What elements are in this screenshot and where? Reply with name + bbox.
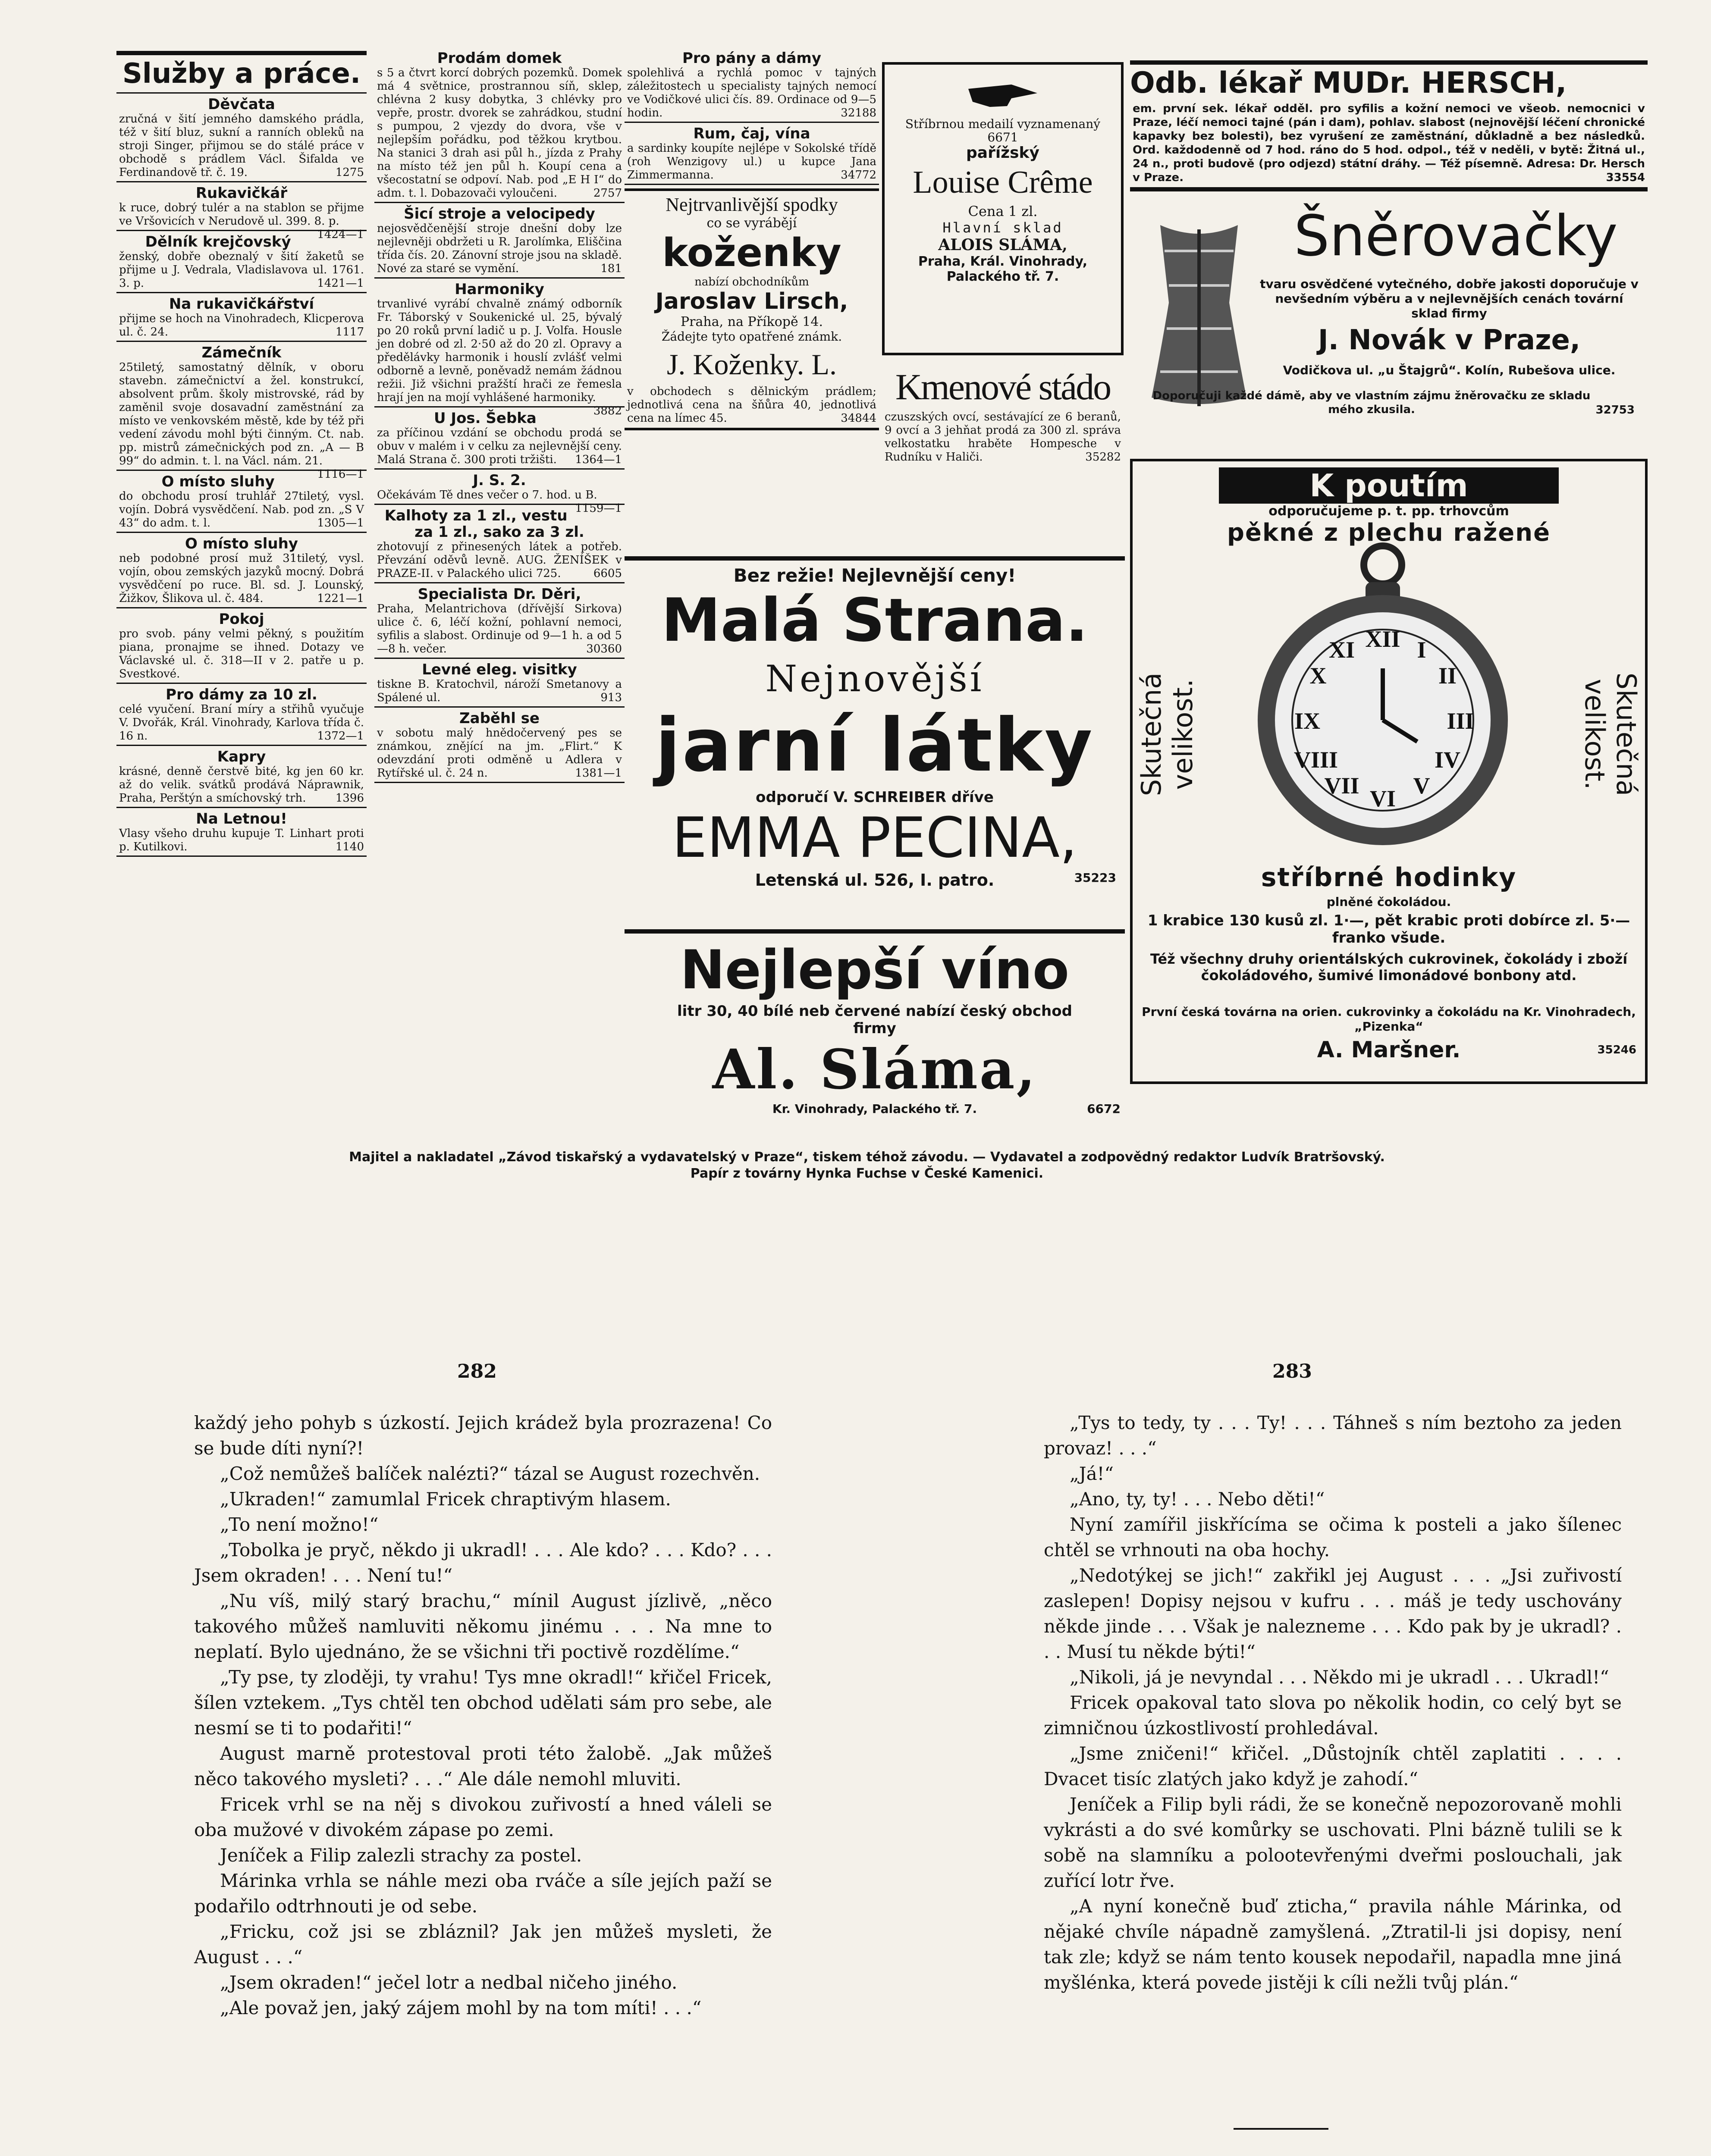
ad-divider xyxy=(116,807,367,808)
lirsch-addr: Praha, na Příkopě 14. xyxy=(681,314,823,329)
ad-text: do obchodu prosí truhlář 27tiletý, vysl. vojín. Dobrá vysvědčení. Nab. pod zn. „S V 43“ do adm. t. l. xyxy=(119,490,364,530)
marsner-hodinky: stříbrné hodinky xyxy=(1261,862,1517,893)
svg-text:XI: XI xyxy=(1328,637,1355,663)
classified-ad xyxy=(625,50,879,120)
lirsch-top: Nejtrvanlivější spodky xyxy=(666,194,838,215)
ad-heading: O místo sluhy xyxy=(185,535,298,552)
ad-text: zručná v šití jemného damského prádla, též v šití bluz, sukní a ranních obleků na stroji Singer, přijmou se do stálé práce v obchodě s prádlem Václ. Šifalda ve Ferdinandově tř. č. 19. xyxy=(119,113,364,179)
svg-text:X: X xyxy=(1309,663,1327,689)
paragraph: Jeníček a Filip byli rádi, že se konečně nepozorovaně mohli vykrásti a do své komůrky se uschovati. Plni bázně tulili se k sobě na slamníku a polootevřenými dveřmi poslouchali, jak zuřící lotr řve. xyxy=(1044,1794,1622,1891)
pecina-code: 35223 xyxy=(1074,871,1116,885)
ad-code: 34772 xyxy=(841,169,876,182)
pocket-watch-icon xyxy=(1249,539,1516,849)
ad-text: krásné, denně čerstvě bité, kg jen 60 kr. až do velik. svátků prodává Náprawnik, Praha, Perštýn a smíchovský trh. xyxy=(119,765,364,805)
newspaper-ad-page xyxy=(116,47,1648,1151)
marsner-line3: První česká továrna na orien. cukrovinky a čokoládu na Kr. Vinohradech, „Pizenka“ xyxy=(1142,1005,1636,1034)
stado-ad xyxy=(882,363,1124,464)
svg-text:VII: VII xyxy=(1324,773,1359,799)
ad-heading: Pro dámy za 10 zl. xyxy=(166,686,317,703)
ad-text: k ruce, dobrý tulér a na stablon se přijme ve Vršovicích v Nerudově ul. 399. 8. p. xyxy=(119,201,364,228)
pecina-main: jarní látky xyxy=(655,703,1094,788)
ad-code: 3882 xyxy=(593,404,622,417)
slama-title: Nejlepší víno xyxy=(680,939,1070,1001)
ad-heading: Pokoj xyxy=(219,611,264,628)
svg-text:III: III xyxy=(1447,708,1474,734)
pecina-banner: Bez režie! Nejlevnější ceny! xyxy=(733,565,1016,586)
ad-heading: Na Letnou! xyxy=(196,810,287,827)
novak-ad xyxy=(1130,199,1648,454)
ad-code: 1159—1 xyxy=(575,502,622,515)
marsner-plnene: plněné čokoládou. xyxy=(1326,895,1451,909)
lirsch-offer: nabízí obchodníkům xyxy=(694,276,809,288)
pecina-newest: Nejnovější xyxy=(765,658,984,700)
marsner-code: 35246 xyxy=(1597,1044,1636,1056)
ad-divider xyxy=(116,856,367,857)
creme-brand: Louise Crême xyxy=(913,165,1093,200)
marsner-sub2: pěkné z plechu ražené xyxy=(1227,519,1551,547)
creme-brand-pre: pařížský xyxy=(966,144,1039,162)
slama-addr: Kr. Vinohrady, Palackého tř. 7. xyxy=(772,1102,977,1116)
ad-heading: Šicí stroje a velocipedy xyxy=(404,205,595,222)
stado-text: czuszských ovcí, sestávající ze 6 beranů, 9 ovcí a 3 jehňat prodá za 300 zl. správa velkostatku hraběte Hompesche v Rudníku v Haliči. xyxy=(885,411,1121,464)
novak-code: 32753 xyxy=(1595,404,1635,417)
ad-divider xyxy=(116,745,367,746)
ad-text: nejosvědčenější stroje dnešní doby lze nejlevněji obdržeti u R. Jarolímka, Eliščina třída čís. 20. Zánovní stroje jsou na skladě. Nové za staré se vymění. xyxy=(377,222,622,275)
ad-divider xyxy=(625,122,879,123)
ad-code: 181 xyxy=(600,262,622,275)
ad-heading: Pro pány a dámy xyxy=(682,50,822,67)
classified-ad xyxy=(116,686,367,743)
paragraph: „Nedotýkej se jich!“ zakřikl jej August . . . „Jsi zuřivostí zaslepen! Dopisy nejsou v kufru . . . máš je tedy uschovány někde jinde . . . Však je nalezneme . . . Kdo pak by je ukradl? . . . Musí tu někde býti!“ xyxy=(1044,1565,1622,1662)
ad-divider xyxy=(374,277,625,279)
marsner-line1: 1 krabice 130 kusů zl. 1·—, pět krabic proti dobírce zl. 5·— franko všude. xyxy=(1147,912,1630,946)
marsner-sub: odporučujeme p. t. pp. trhovcům xyxy=(1268,504,1509,519)
paragraph: Fricek opakoval tato slova po několik hodin, co celý byt se zimničnou úzkostlivostí prohledával. xyxy=(1044,1692,1622,1739)
ad-divider xyxy=(374,202,625,203)
classified-ad xyxy=(374,281,625,417)
svg-text:II: II xyxy=(1438,663,1457,689)
ad-text: přijme se hoch na Vinohradech, Klicperova ul. č. 24. xyxy=(119,312,364,338)
creme-column xyxy=(882,47,1124,464)
slama-ad xyxy=(625,938,1125,1145)
slama-code: 6672 xyxy=(1087,1102,1121,1116)
paragraph: „Ale považ jen, jaký zájem mohl by na tom míti! . . .“ xyxy=(220,1997,702,2018)
ad-code: 2757 xyxy=(593,187,622,200)
slama-text: litr 30, 40 bílé neb červené nabízí český obchod firmy xyxy=(677,1003,1072,1037)
page-number-left: 282 xyxy=(457,1360,497,1382)
ad-divider xyxy=(374,406,625,407)
ad-heading: Děvčata xyxy=(208,96,275,113)
ad-heading: Rum, čaj, vína xyxy=(693,125,810,142)
ad-heading: Levné eleg. visitky xyxy=(422,661,577,678)
ad-divider xyxy=(116,532,367,533)
classified-ad xyxy=(116,344,367,481)
ad-divider xyxy=(116,341,367,342)
paragraph: „Nikoli, já je nevyndal . . . Někdo mi je ukradl . . . Ukradl!“ xyxy=(1070,1667,1609,1688)
ad-divider xyxy=(374,468,625,470)
lirsch-sub: co se vyrábějí xyxy=(706,216,797,231)
ad-text: zhotovují z přinesených látek a potřeb. Převzání oděvů levně. AUG. ŽENÍŠEK v PRAZE-II. v Palackého ulici 725. xyxy=(377,540,622,580)
ad-divider xyxy=(116,683,367,684)
classified-ad xyxy=(374,472,625,515)
paragraph: Fricek vrhl se na něj s divokou zuřivostí a hned váleli se oba mužové v divokém zápase po zemi. xyxy=(194,1794,772,1840)
ad-code: 32188 xyxy=(841,107,876,119)
ad-code: 1275 xyxy=(335,166,364,179)
ad-text: s 5 a čtvrt korcí dobrých pozemků. Domek má 4 světnice, prostrannou síň, sklep, chlévna 2 kusy dobytka, 3 chlévky pro vepře, prostr. dvorek se zahrádkou, studní s pumpou, 2 vjezdy do dvora, vše v nejlepším pořádku, pod těžkou krytbou. Na stanici 3 drah asi půl h., jízda z Prahy na místo též jen půl h. Koupí cena a všecostatní se odpoví. Nab. pod „E H I“ do adm. t. l. Dobazovači vyloučeni. xyxy=(377,66,622,200)
lirsch-ad xyxy=(625,188,879,430)
ad-heading: Na rukavičkářství xyxy=(169,295,314,313)
creme-store: Hlavní sklad xyxy=(942,219,1063,236)
paragraph: „Nu víš, milý starý brachu,“ mínil August jízlivě, „něco takového můžeš namluviti někomu jinému . . . Na mne to neplatí. Bylo ujednáno, že se všichni tři poctivě rozdělíme.“ xyxy=(194,1590,772,1662)
paragraph: „Ty pse, ty zloději, ty vrahu! Tys mne okradl!“ křičel Fricek, šílen vztekem. „Tys chtěl ten obchod udělati sám pro sebe, ale nesmí se ti to podařiti!“ xyxy=(194,1667,772,1739)
ad-code: 1305—1 xyxy=(317,517,364,530)
svg-text:I: I xyxy=(1417,637,1426,663)
ad-text: v sobotu malý hnědočervený pes se známkou, znějící na jm. „Flirt.“ K odevzdání proti odměně u Adlera v Rytířské ul. č. 24 n. xyxy=(377,727,622,780)
classified-ad xyxy=(625,125,879,182)
end-rule xyxy=(1234,2128,1328,2130)
stado-code: 35282 xyxy=(1085,451,1121,464)
novak-addr: Vodičkova ul. „u Štajgrů“. Kolín, Rubešova ulice. xyxy=(1283,363,1616,377)
classified-ad xyxy=(116,749,367,805)
classified-ad xyxy=(116,536,367,605)
book-page-left xyxy=(194,1410,772,2021)
ad-heading: O místo sluhy xyxy=(161,473,275,490)
svg-text:V: V xyxy=(1413,773,1430,799)
lirsch-note: Žádejte tyto opatřené známk. xyxy=(661,329,842,344)
creme-addr: Praha, Král. Vinohrady, Palackého tř. 7. xyxy=(918,254,1088,284)
paragraph: Nyní zamířil jiskřícíma se očima k posteli a jako šílenec chtěl se vrhnouti na oba hochy. xyxy=(1044,1514,1622,1561)
ad-divider xyxy=(116,292,367,293)
classifieds-column-1 xyxy=(116,47,367,857)
ad-code: 1140 xyxy=(335,840,364,853)
classified-ad xyxy=(116,96,367,179)
paragraph: Márinka vrhla se náhle mezi oba rváče a síle jejích paží se podařilo odtrhnouti je od sebe. xyxy=(194,1870,772,1917)
imprint xyxy=(155,1149,1579,1182)
marsner-side-left: Skutečná velikost. xyxy=(1136,672,1199,796)
ad-divider xyxy=(116,181,367,182)
lirsch-mark: J. Koženky. L. xyxy=(666,348,837,381)
ad-code: 1364—1 xyxy=(575,453,622,466)
paragraph: „Tys to tedy, ty . . . Ty! . . . Táhneš s ním beztoho za jeden provaz! . . .“ xyxy=(1044,1412,1622,1459)
marsner-title: K poutím xyxy=(1219,467,1559,504)
hersch-title: Odb. lékař MUDr. HERSCH, xyxy=(1130,66,1567,100)
ad-heading: Zaběhl se xyxy=(459,710,540,727)
ad-code: 1116—1 xyxy=(317,468,364,481)
ad-text: za příčinou vzdání se obchodu prodá se obuv v malém i v celku za nejlevnější ceny. Malá Strana č. 300 proti tržišti. xyxy=(377,426,622,466)
ad-heading: Specialista Dr. Děri, xyxy=(418,586,581,603)
classified-ad xyxy=(116,185,367,241)
hersch-text: em. první sek. lékař odděl. pro syfilis a kožní nemoci ve všeob. nemocnici v Praze, léčí nemoci tajné (pán i dam), pohlav. slabost (nejnovější léčení chronické kapavky bez bolesti), bez vyrušení ze zaměstnání, důkladně a bez následků. Ord. každodenně od 7 hod. ráno do 5 hod. odpol., též v neděli, v bytě: Žitná ul., 24 n., proti budově (pro odjezd) státní dráhy. — Též písemně. Adresa: Dr. Hersch v Praze. xyxy=(1133,102,1645,184)
ad-code: 6605 xyxy=(593,567,622,580)
ad-code: 1424—1 xyxy=(317,228,364,241)
creme-medal-code: 6671 xyxy=(987,130,1018,144)
imprint-line-2: Papír z továrny Hynka Fuchse v České Kamenici. xyxy=(690,1166,1044,1181)
novak-foot: Doporučuji každé dámě, aby ve vlastním zájmu žněrovačku ze skladu mého zkusila. xyxy=(1152,389,1591,416)
ad-text: Praha, Melantrichova (dřívější Sirkova) ulice č. 6, léčí kožní, pohlavní nemoci, syfilis a slabost. Ordinuje od 9—1 h. a od 5—8 h. večer. xyxy=(377,602,622,655)
ad-code: 1221—1 xyxy=(317,592,364,605)
hersch-ad xyxy=(1130,47,1648,1084)
svg-text:VI: VI xyxy=(1369,786,1396,812)
lirsch-main: koženky xyxy=(662,230,841,276)
classified-ad xyxy=(374,206,625,276)
imprint-line-1: Majitel a nakladatel „Závod tiskařský a vydavatelský v Praze“, tiskem téhož závodu. — Vydavatel a zodpovědný redaktor Ludvík Bratršovský. xyxy=(349,1150,1385,1165)
ad-heading: U Jos. Šebka xyxy=(433,410,537,427)
classifieds-column-3 xyxy=(625,47,879,430)
paragraph: „Tobolka je pryč, někdo ji ukradl! . . . Ale kdo? . . . Kdo? . . . Jsem okraden! . . . Není tu!“ xyxy=(194,1539,772,1586)
paragraph: „Fricku, což jsi se zbláznil? Jak jen můžeš mysleti, že August . . .“ xyxy=(194,1921,772,1968)
classified-ad xyxy=(374,508,625,580)
paragraph: „Já!“ xyxy=(1070,1463,1114,1484)
paragraph: „A nyní konečně buď zticha,“ pravila náhle Márinka, od nějaké chvíle nápadně zamyšlená. „Ztratil-li jsi dopisy, není tak zle; když se nám tento kousek nepodařil, napadla mne jiná myšlénka, která povede jistěji k cíli nežli tvůj plán.“ xyxy=(1044,1896,1622,1993)
classified-ad xyxy=(374,661,625,705)
ad-code: 1117 xyxy=(335,326,364,338)
ad-text: celé vyučení. Braní míry a střihů vyučuje V. Dvořák, Král. Vinohrady, Karlova třída č. 16 n. xyxy=(119,703,364,743)
classified-ad xyxy=(374,710,625,780)
ad-heading: Zámečník xyxy=(201,344,282,361)
ad-text: Očekávám Tě dnes večer o 7. hod. u B. xyxy=(377,489,597,501)
marsner-ad xyxy=(1130,459,1648,1084)
ad-text: trvanlivé vyrábí chvalně známý odborník Fr. Táborský v Soukenické ul. 25, bývalý po 20 roků první ladič u p. J. Volfa. Housle jen dobré od zl. 2·50 až do 20 zl. Opravy a předělávky harmonik i houslí zvlášť velmi odborně a levně, poněvadž nemám žádnou režii. Již všichni pražští hrači ze řemesla hrají jen na mojí vyhlášené harmoniky. xyxy=(377,298,622,404)
classified-ad xyxy=(116,811,367,854)
stado-title: Kmenové stádo xyxy=(895,366,1111,407)
paragraph: August marně protestoval proti této žalobě. „Jak můžeš něco takového mysleti? . . .“ Ale dále nemohl mluviti. xyxy=(194,1743,772,1789)
pecina-addr: Letenská ul. 526, I. patro. xyxy=(755,871,995,890)
pecina-offer: odporučí V. SCHREIBER dříve xyxy=(756,789,994,806)
ad-text: a sardinky koupíte nejlépe v Sokolské třídě (roh Wenzigovy ul.) u kupce Jana Zimmermanna. xyxy=(627,142,876,182)
lirsch-foot: v obchodech s dělnickým prádlem; jednotlivá cena na šňůra 40, jednotlivá cena na límec 45. xyxy=(627,385,876,425)
ad-heading: Rukavičkář xyxy=(195,185,288,202)
book-page-right xyxy=(1044,1410,1622,1995)
paragraph: každý jeho pohyb s úzkostí. Jejich krádež byla prozrazena! Co se bude díti nyní?! xyxy=(194,1412,772,1459)
ad-divider xyxy=(116,607,367,608)
page-number-right: 283 xyxy=(1272,1360,1312,1382)
ad-code: 1381—1 xyxy=(575,767,622,780)
ad-divider xyxy=(374,582,625,583)
paragraph: „To není možno!“ xyxy=(220,1514,379,1535)
creme-owner: ALOIS SLÁMA, xyxy=(938,236,1067,254)
ad-text: 25tiletý, samostatný dělník, v oboru stavebn. zámečnictví a žel. konstrukcí, absolvent prům. školy mistrovské, rád by zaměnil svoje dosavadní zaměstnání za místo ve venkovském městě, kde by též při vedení závodu mohl býti činným. Ct. nab. pp. mistrů zámečnických pod zn. „A — B 99“ do admin. t. l. na Václ. nám. 21. xyxy=(119,361,364,467)
paragraph: „Což nemůžeš balíček nalézti?“ tázal se August rozechvěn. xyxy=(220,1463,760,1484)
ad-text: neb podobné prosí muž 31tiletý, vysl. vojín, obou zemských jazyků mocný. Dobrá vysvědčení po ruce. Bl. sd. J. Lounský, Žižkov, Šlikova ul. č. 484. xyxy=(119,552,364,605)
ad-code: 1372—1 xyxy=(317,730,364,743)
novak-title: Šněrovačky xyxy=(1294,203,1618,269)
ad-text: Vlasy všeho druhu kupuje T. Linhart proti p. Kutilkovi. xyxy=(119,827,364,853)
classified-ad xyxy=(116,234,367,290)
ad-code: 1396 xyxy=(335,792,364,805)
classifieds-column-2 xyxy=(374,47,625,783)
ad-code: 30360 xyxy=(586,642,622,655)
ad-text: pro svob. pány velmi pěkný, s použitím piana, pronajme se ihned. Dotazy ve Václavské ul. č. 318—II v 2. patře u p. Svestkové. xyxy=(119,627,364,680)
creme-medal: Stříbrnou medailí vyznamenaný xyxy=(905,117,1101,131)
ad-text: ženský, dobře obeznalý v šití žaketů se přijme u J. Vedrala, Vladislavova ul. 1761. 3. p. xyxy=(119,250,364,290)
paragraph: „Ukraden!“ zamumlal Fricek chraptivým hlasem. xyxy=(220,1489,671,1510)
lirsch-code: 34844 xyxy=(841,412,876,425)
classified-ad xyxy=(116,473,367,530)
classified-ad xyxy=(116,611,367,681)
slama-name: Al. Sláma, xyxy=(712,1037,1037,1101)
hersch-code: 33554 xyxy=(1606,171,1645,184)
ad-heading: Kapry xyxy=(217,748,266,765)
classified-ad xyxy=(116,296,367,339)
pecina-name: EMMA PECINA, xyxy=(672,806,1077,870)
paragraph: „Jsem okraden!“ ječel lotr a nedbal ničeho jiného. xyxy=(220,1972,678,1993)
ad-divider xyxy=(374,658,625,659)
lirsch-name: Jaroslav Lirsch, xyxy=(655,288,848,314)
corset-icon xyxy=(1134,216,1264,415)
ad-heading: Harmoniky xyxy=(455,281,544,298)
ad-heading: Dělník krejčovský xyxy=(145,233,291,251)
classified-ad xyxy=(374,50,625,200)
novak-text: tvaru osvědčené vytečného, dobře jakosti doporučuje v nevšedním výběru a v nejlevnějších cenách tovární sklad firmy xyxy=(1260,277,1639,320)
paragraph: „Ano, ty, ty! . . . Nebo děti!“ xyxy=(1070,1489,1325,1510)
marsner-name: A. Maršner. xyxy=(1317,1037,1461,1063)
ad-code: 1421—1 xyxy=(317,277,364,290)
ad-heading: Prodám domek xyxy=(437,50,562,67)
ad-heading: J. S. 2. xyxy=(473,472,526,489)
ad-divider xyxy=(374,782,625,783)
marsner-line2: Též všechny druhy orientálských cukrovinek, čokolády i zboží čokoládového, šumivé limonádové bonbony atd. xyxy=(1150,951,1628,984)
svg-text:XII: XII xyxy=(1365,626,1400,652)
classified-ad xyxy=(374,410,625,467)
svg-text:IX: IX xyxy=(1294,708,1321,734)
ad-text: spolehlivá a rychlá pomoc v tajných záležitostech u specialisty tajných nemocí ve Vodičkové ulici čís. 89. Ordinace od 9—5 hodin. xyxy=(627,66,876,119)
creme-price: Cena 1 zl. xyxy=(968,203,1038,219)
svg-text:VIII: VIII xyxy=(1293,747,1338,773)
novak-name: J. Novák v Praze, xyxy=(1318,324,1581,356)
svg-text:IV: IV xyxy=(1434,747,1461,773)
pointing-hand-icon xyxy=(964,72,1042,115)
pecina-ad xyxy=(625,556,1125,934)
pecina-place: Malá Strana. xyxy=(661,586,1088,655)
creme-ad xyxy=(882,62,1124,355)
ad-divider xyxy=(374,706,625,708)
ad-divider xyxy=(625,184,879,185)
marsner-side-right: Skutečná velikost. xyxy=(1579,672,1642,796)
paragraph: Jeníček a Filip zalezli strachy za postel. xyxy=(220,1845,582,1866)
ad-text: tiskne B. Kratochvil, nároží Smetanovy a Spálené ul. xyxy=(377,678,622,704)
classified-ad xyxy=(374,586,625,656)
paragraph: „Jsme zničeni!“ křičel. „Důstojník chtěl zaplatiti . . . . Dvacet tisíc zlatých jako když je zahodí.“ xyxy=(1044,1743,1622,1789)
ad-code: 913 xyxy=(600,691,622,704)
section-title: Služby a práce. xyxy=(122,58,361,90)
ad-heading: Kalhoty za 1 zl., vestu za 1 zl., sako za 3 zl. xyxy=(384,507,584,541)
